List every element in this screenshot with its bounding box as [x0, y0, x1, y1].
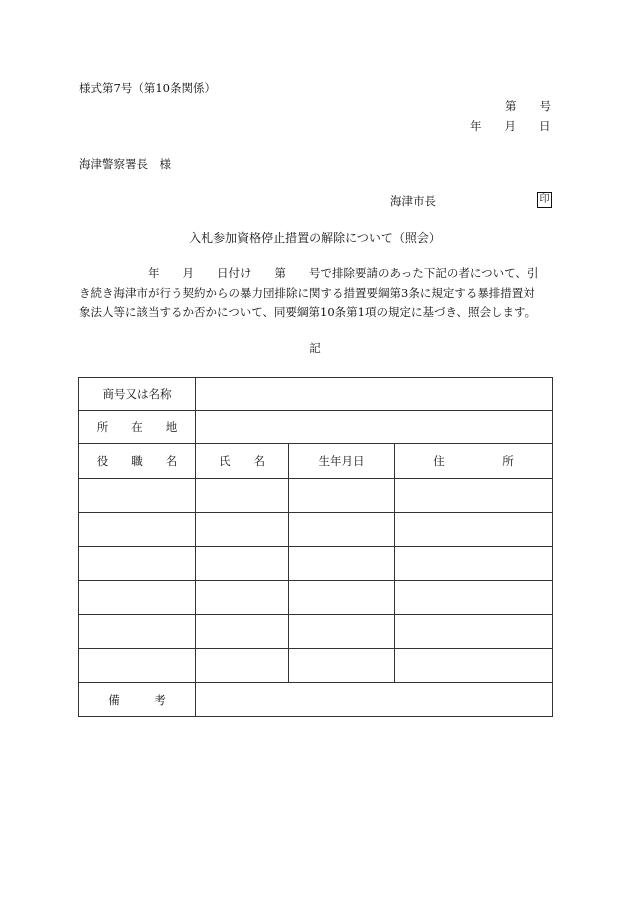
address-cell — [395, 615, 553, 649]
document-number-line: 第 号 — [505, 99, 551, 113]
birthdate-cell — [289, 513, 395, 547]
table-row — [79, 649, 553, 683]
form-number: 様式第7号（第10条関係） — [79, 81, 216, 95]
ki-heading: 記 — [309, 341, 321, 355]
name-cell — [196, 615, 289, 649]
location-row — [79, 411, 553, 444]
seal-mark: 印 — [537, 192, 552, 208]
table-row — [79, 615, 553, 649]
trade-name-label: 商号又は名称 — [79, 378, 196, 411]
remarks-field — [196, 683, 553, 717]
position-cell — [79, 479, 196, 513]
position-cell — [79, 649, 196, 683]
trade-name-row — [79, 378, 553, 411]
name-cell — [196, 513, 289, 547]
table-row — [79, 547, 553, 581]
document-title: 入札参加資格停止措置の解除について（照会） — [189, 231, 441, 245]
location-field — [196, 411, 553, 444]
name-cell — [196, 649, 289, 683]
birthdate-cell — [289, 479, 395, 513]
addressee: 海津警察署長 様 — [79, 157, 171, 171]
date-line: 年 月 日 — [470, 119, 551, 133]
position-header: 役 職 名 — [79, 444, 196, 479]
name-cell — [196, 547, 289, 581]
position-cell — [79, 513, 196, 547]
name-cell — [196, 479, 289, 513]
remarks-row — [79, 683, 553, 717]
address-cell — [395, 547, 553, 581]
table-header-row — [79, 444, 553, 479]
address-cell — [395, 513, 553, 547]
body-line: 年 月 日付け 第 号で排除要請のあった下記の者について、引 — [79, 266, 539, 280]
address-cell — [395, 649, 553, 683]
address-header: 住 所 — [395, 444, 553, 479]
position-cell — [79, 547, 196, 581]
location-label: 所 在 地 — [79, 411, 196, 444]
name-header: 氏 名 — [196, 444, 289, 479]
table-row — [79, 581, 553, 615]
sender-name: 海津市長 — [390, 194, 436, 208]
remarks-label: 備 考 — [79, 683, 196, 717]
birthdate-header: 生年月日 — [289, 444, 395, 479]
trade-name-field — [196, 378, 553, 411]
address-cell — [395, 479, 553, 513]
position-cell — [79, 615, 196, 649]
body-line: き続き海津市が行う契約からの暴力団排除に関する措置要綱第3条に規定する暴排措置対 — [79, 285, 535, 300]
name-cell — [196, 581, 289, 615]
birthdate-cell — [289, 649, 395, 683]
address-cell — [395, 581, 553, 615]
body-line: 象法人等に該当するか否かについて、同要綱第10条第1項の規定に基づき、照会します。 — [79, 305, 537, 319]
inquiry-table — [78, 377, 553, 717]
table-row — [79, 513, 553, 547]
birthdate-cell — [289, 547, 395, 581]
birthdate-cell — [289, 615, 395, 649]
position-cell — [79, 581, 196, 615]
birthdate-cell — [289, 581, 395, 615]
table-row — [79, 479, 553, 513]
body-text — [79, 264, 553, 323]
